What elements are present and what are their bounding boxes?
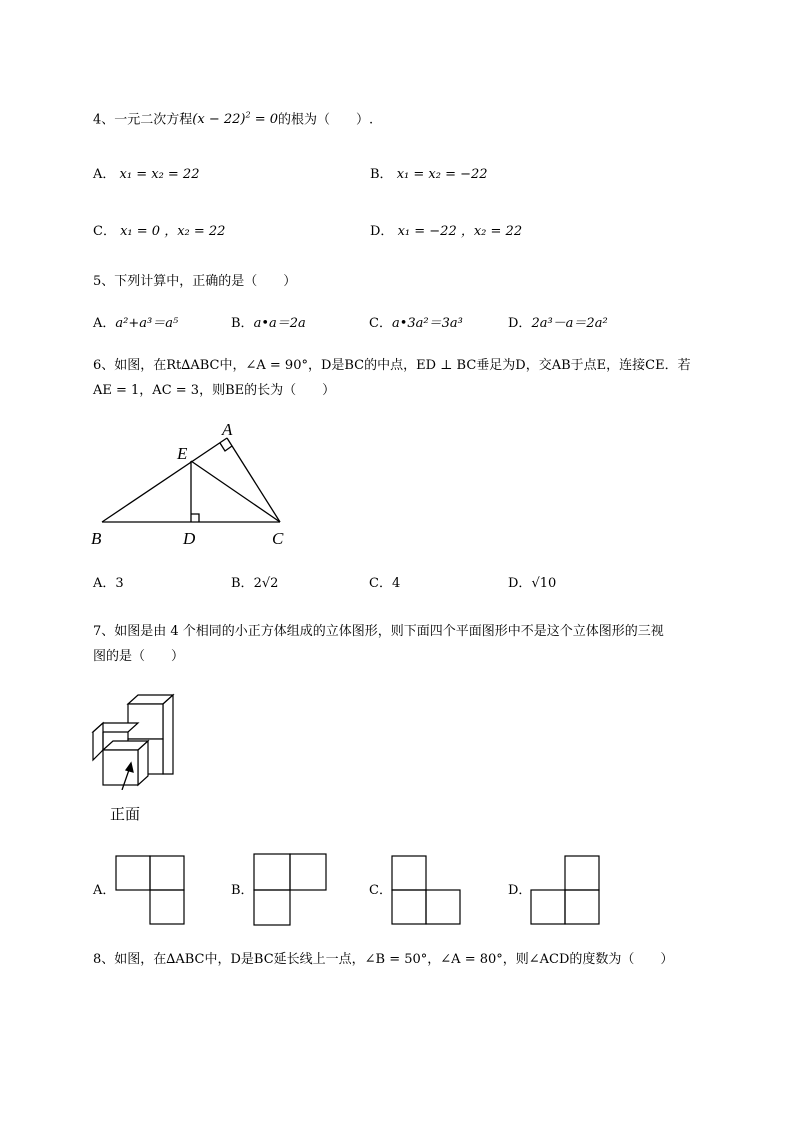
q4-option-a[interactable]: A． x₁ = x₂ = 22 — [93, 167, 200, 182]
segment-ba — [102, 438, 227, 522]
question-7-stem-line1: 7、如图是由 4 个相同的小正方体组成的立体图形，则下面四个平面图形中不是这个立体图形的三视 — [93, 624, 664, 639]
q7-option-c-view — [391, 855, 463, 927]
q7-option-a-label[interactable]: A． — [93, 883, 116, 898]
q5-option-a[interactable]: A．a²+a³＝a⁵ — [93, 316, 179, 331]
q4-option-d[interactable]: D． x₁ = −22 ，x₂ = 22 — [370, 224, 523, 239]
q6-option-d[interactable]: D．√10 — [508, 576, 557, 591]
question-8-stem: 8、如图，在∆ABC中，D是BC延长线上一点，∠B = 50°，∠A = 80°，则∠ACD的度数为（ ） — [93, 952, 674, 967]
label-c: C — [272, 529, 284, 548]
q7-option-c-label[interactable]: C． — [369, 883, 392, 898]
question-6-stem-line2: AE = 1，AC = 3，则BE的长为（ ） — [93, 383, 336, 398]
question-6-stem-line1: 6、如图，在Rt∆ABC中，∠A = 90°，D是BC的中点，ED ⊥ BC垂足为D，交AB于点E，连接CE．若 — [93, 358, 691, 373]
question-5-stem: 5、下列计算中，正确的是（ ） — [93, 274, 297, 289]
label-d: D — [183, 529, 196, 548]
front-cube-front — [103, 750, 138, 785]
q6-triangle-figure — [85, 415, 300, 555]
q7-front-label: 正面 — [110, 805, 141, 823]
q4-equation: $(x - 22)^2 = 0$ — [192, 111, 279, 128]
label-a: A — [222, 420, 233, 439]
right-angle-mark-d — [191, 514, 199, 522]
q7-cube-figure — [85, 690, 185, 790]
label-b: B — [91, 529, 102, 548]
q7-option-b-view — [253, 853, 328, 927]
q7-option-d-view — [530, 855, 602, 927]
q5-option-b[interactable]: B．a•a＝2a — [231, 316, 306, 331]
q7-option-b-label[interactable]: B． — [231, 883, 254, 898]
back-cube-front-upper — [128, 704, 163, 739]
question-7-stem-line2: 图的是（ ） — [93, 649, 185, 664]
question-4-stem — [93, 107, 373, 129]
q6-option-c[interactable]: C．4 — [369, 576, 401, 591]
label-e: E — [177, 444, 188, 463]
q6-option-b[interactable]: B．2√2 — [231, 576, 279, 591]
q4-option-b[interactable]: B． x₁ = x₂ = −22 — [370, 167, 488, 182]
back-cube-side — [163, 695, 173, 774]
q7-option-a-view — [115, 855, 187, 927]
segment-ec — [191, 461, 280, 522]
left-cube-side — [93, 723, 103, 760]
q4-pre: 一元二次方程 — [114, 112, 193, 128]
q4-number: 4、 — [93, 112, 115, 128]
q5-option-c[interactable]: C．a•3a²＝3a³ — [369, 316, 463, 331]
segment-ac — [227, 438, 280, 522]
q6-option-a[interactable]: A．3 — [93, 576, 124, 591]
q4-post: 的根为（ ）. — [278, 112, 374, 128]
q7-option-d-label[interactable]: D． — [508, 883, 532, 898]
q5-option-d[interactable]: D．2a³－a＝2a² — [508, 316, 608, 331]
q4-option-c[interactable]: C． x₁ = 0 ，x₂ = 22 — [93, 224, 226, 239]
